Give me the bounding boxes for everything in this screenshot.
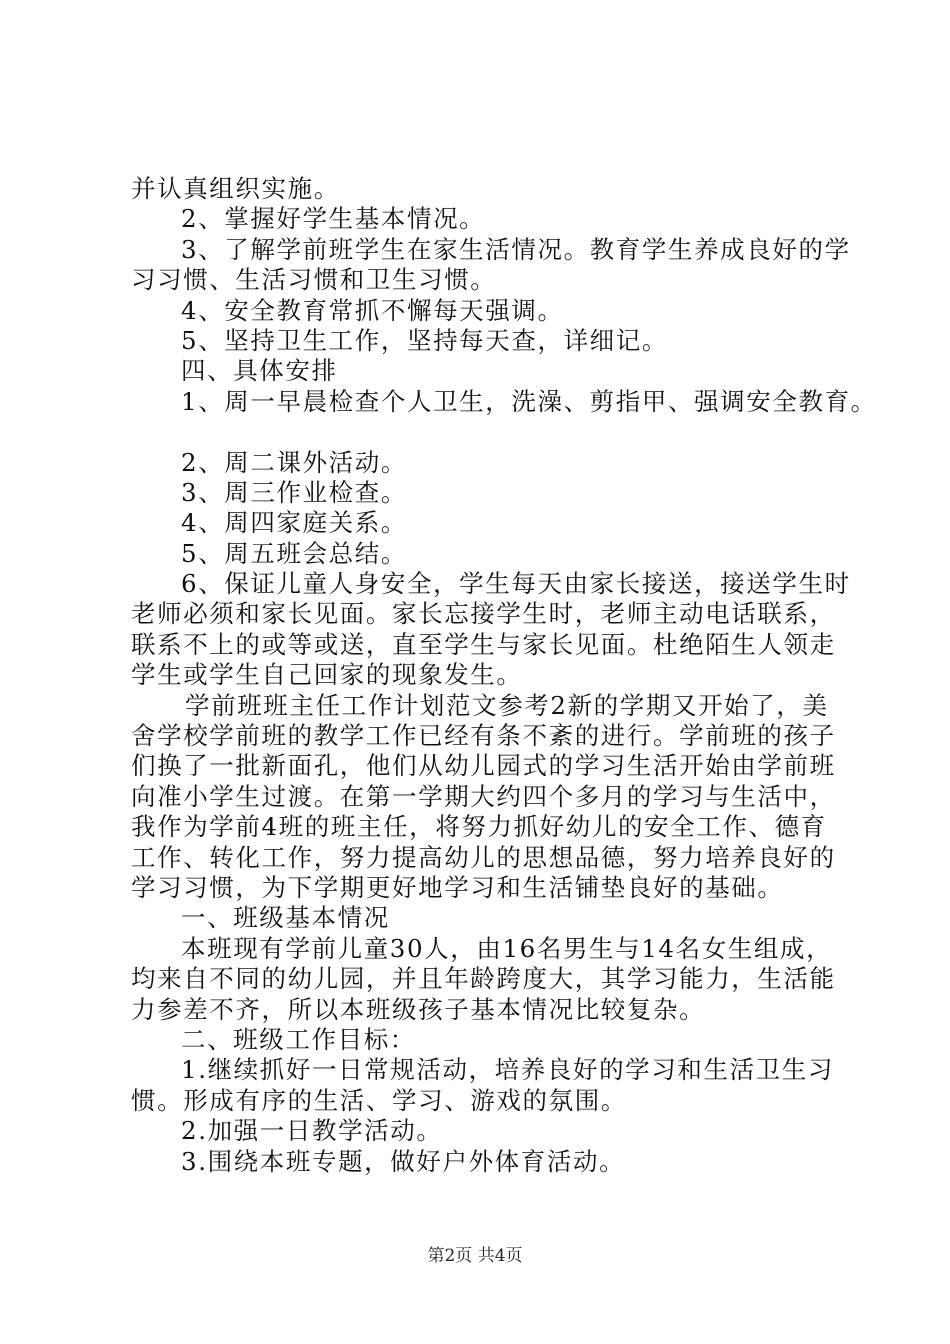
text-line: 1、周一早晨检查个人卫生，洗澡、剪指甲、强调安全教育。 xyxy=(181,386,877,416)
text-line: 向准小学生过渡。在第一学期大约四个多月的学习与生活中， xyxy=(131,781,836,811)
text-line: 联系不上的或等或送，直至学生与家长见面。杜绝陌生人领走 xyxy=(131,629,836,659)
text-line: 舍学校学前班的教学工作已经有条不紊的进行。学前班的孩子 xyxy=(131,721,836,751)
text-line: 4、周四家庭关系。 xyxy=(181,508,407,538)
text-line: 惯。形成有序的生活、学习、游戏的氛围。 xyxy=(131,1085,627,1115)
text-line: 2.加强一日教学活动。 xyxy=(181,1116,443,1146)
text-line: 老师必须和家长见面。家长忘接学生时，老师主动电话联系， xyxy=(131,599,836,629)
text-line: 本班现有学前儿童30人，由16名男生与14名女生组成， xyxy=(181,933,833,963)
text-line: 习习惯、生活习惯和卫生习惯。 xyxy=(131,265,497,295)
text-line: 3、了解学前班学生在家生活情况。教育学生养成良好的学 xyxy=(181,234,851,264)
text-line: 2、周二课外活动。 xyxy=(181,447,407,477)
blank-line xyxy=(131,417,843,447)
text-line: 均来自不同的幼儿园，并且年龄跨度大，其学习能力，生活能 xyxy=(131,964,836,994)
section-heading: 四、具体安排 xyxy=(181,356,338,386)
text-line: 3、周三作业检查。 xyxy=(181,477,407,507)
text-line: 6、保证儿童人身安全，学生每天由家长接送，接送学生时 xyxy=(181,569,851,599)
page-number-footer: 第2页 共4页 xyxy=(427,1246,523,1266)
text-line: 5、坚持卫生工作，坚持每天查，详细记。 xyxy=(181,325,668,355)
text-line: 2、掌握好学生基本情况。 xyxy=(181,204,486,234)
text-line: 学习习惯，为下学期更好地学习和生活铺垫良好的基础。 xyxy=(131,872,784,902)
text-line: 我作为学前4班的班主任，将努力抓好幼儿的安全工作、德育 xyxy=(131,812,827,842)
text-line: 力参差不齐，所以本班级孩子基本情况比较复杂。 xyxy=(131,994,706,1024)
text-line: 4、安全教育常抓不懈每天强调。 xyxy=(181,295,564,325)
text-line: 学生或学生自己回家的现象发生。 xyxy=(131,660,523,690)
text-line: 工作、转化工作，努力提高幼儿的思想品德，努力培养良好的 xyxy=(131,842,836,872)
text-line: 学前班班主任工作计划范文参考2新的学期又开始了，美 xyxy=(185,690,829,720)
text-line: 3.围绕本班专题，做好户外体育活动。 xyxy=(181,1146,626,1176)
text-line: 5、周五班会总结。 xyxy=(181,538,407,568)
section-heading: 二、班级工作目标： xyxy=(181,1024,416,1054)
document-body xyxy=(131,174,877,1177)
text-line: 1.继续抓好一日常规活动，培养良好的学习和生活卫生习 xyxy=(181,1055,834,1085)
section-heading: 一、班级基本情况 xyxy=(181,903,390,933)
text-line: 们换了一批新面孔，他们从幼儿园式的学习生活开始由学前班 xyxy=(131,751,836,781)
text-line: 并认真组织实施。 xyxy=(131,174,340,203)
